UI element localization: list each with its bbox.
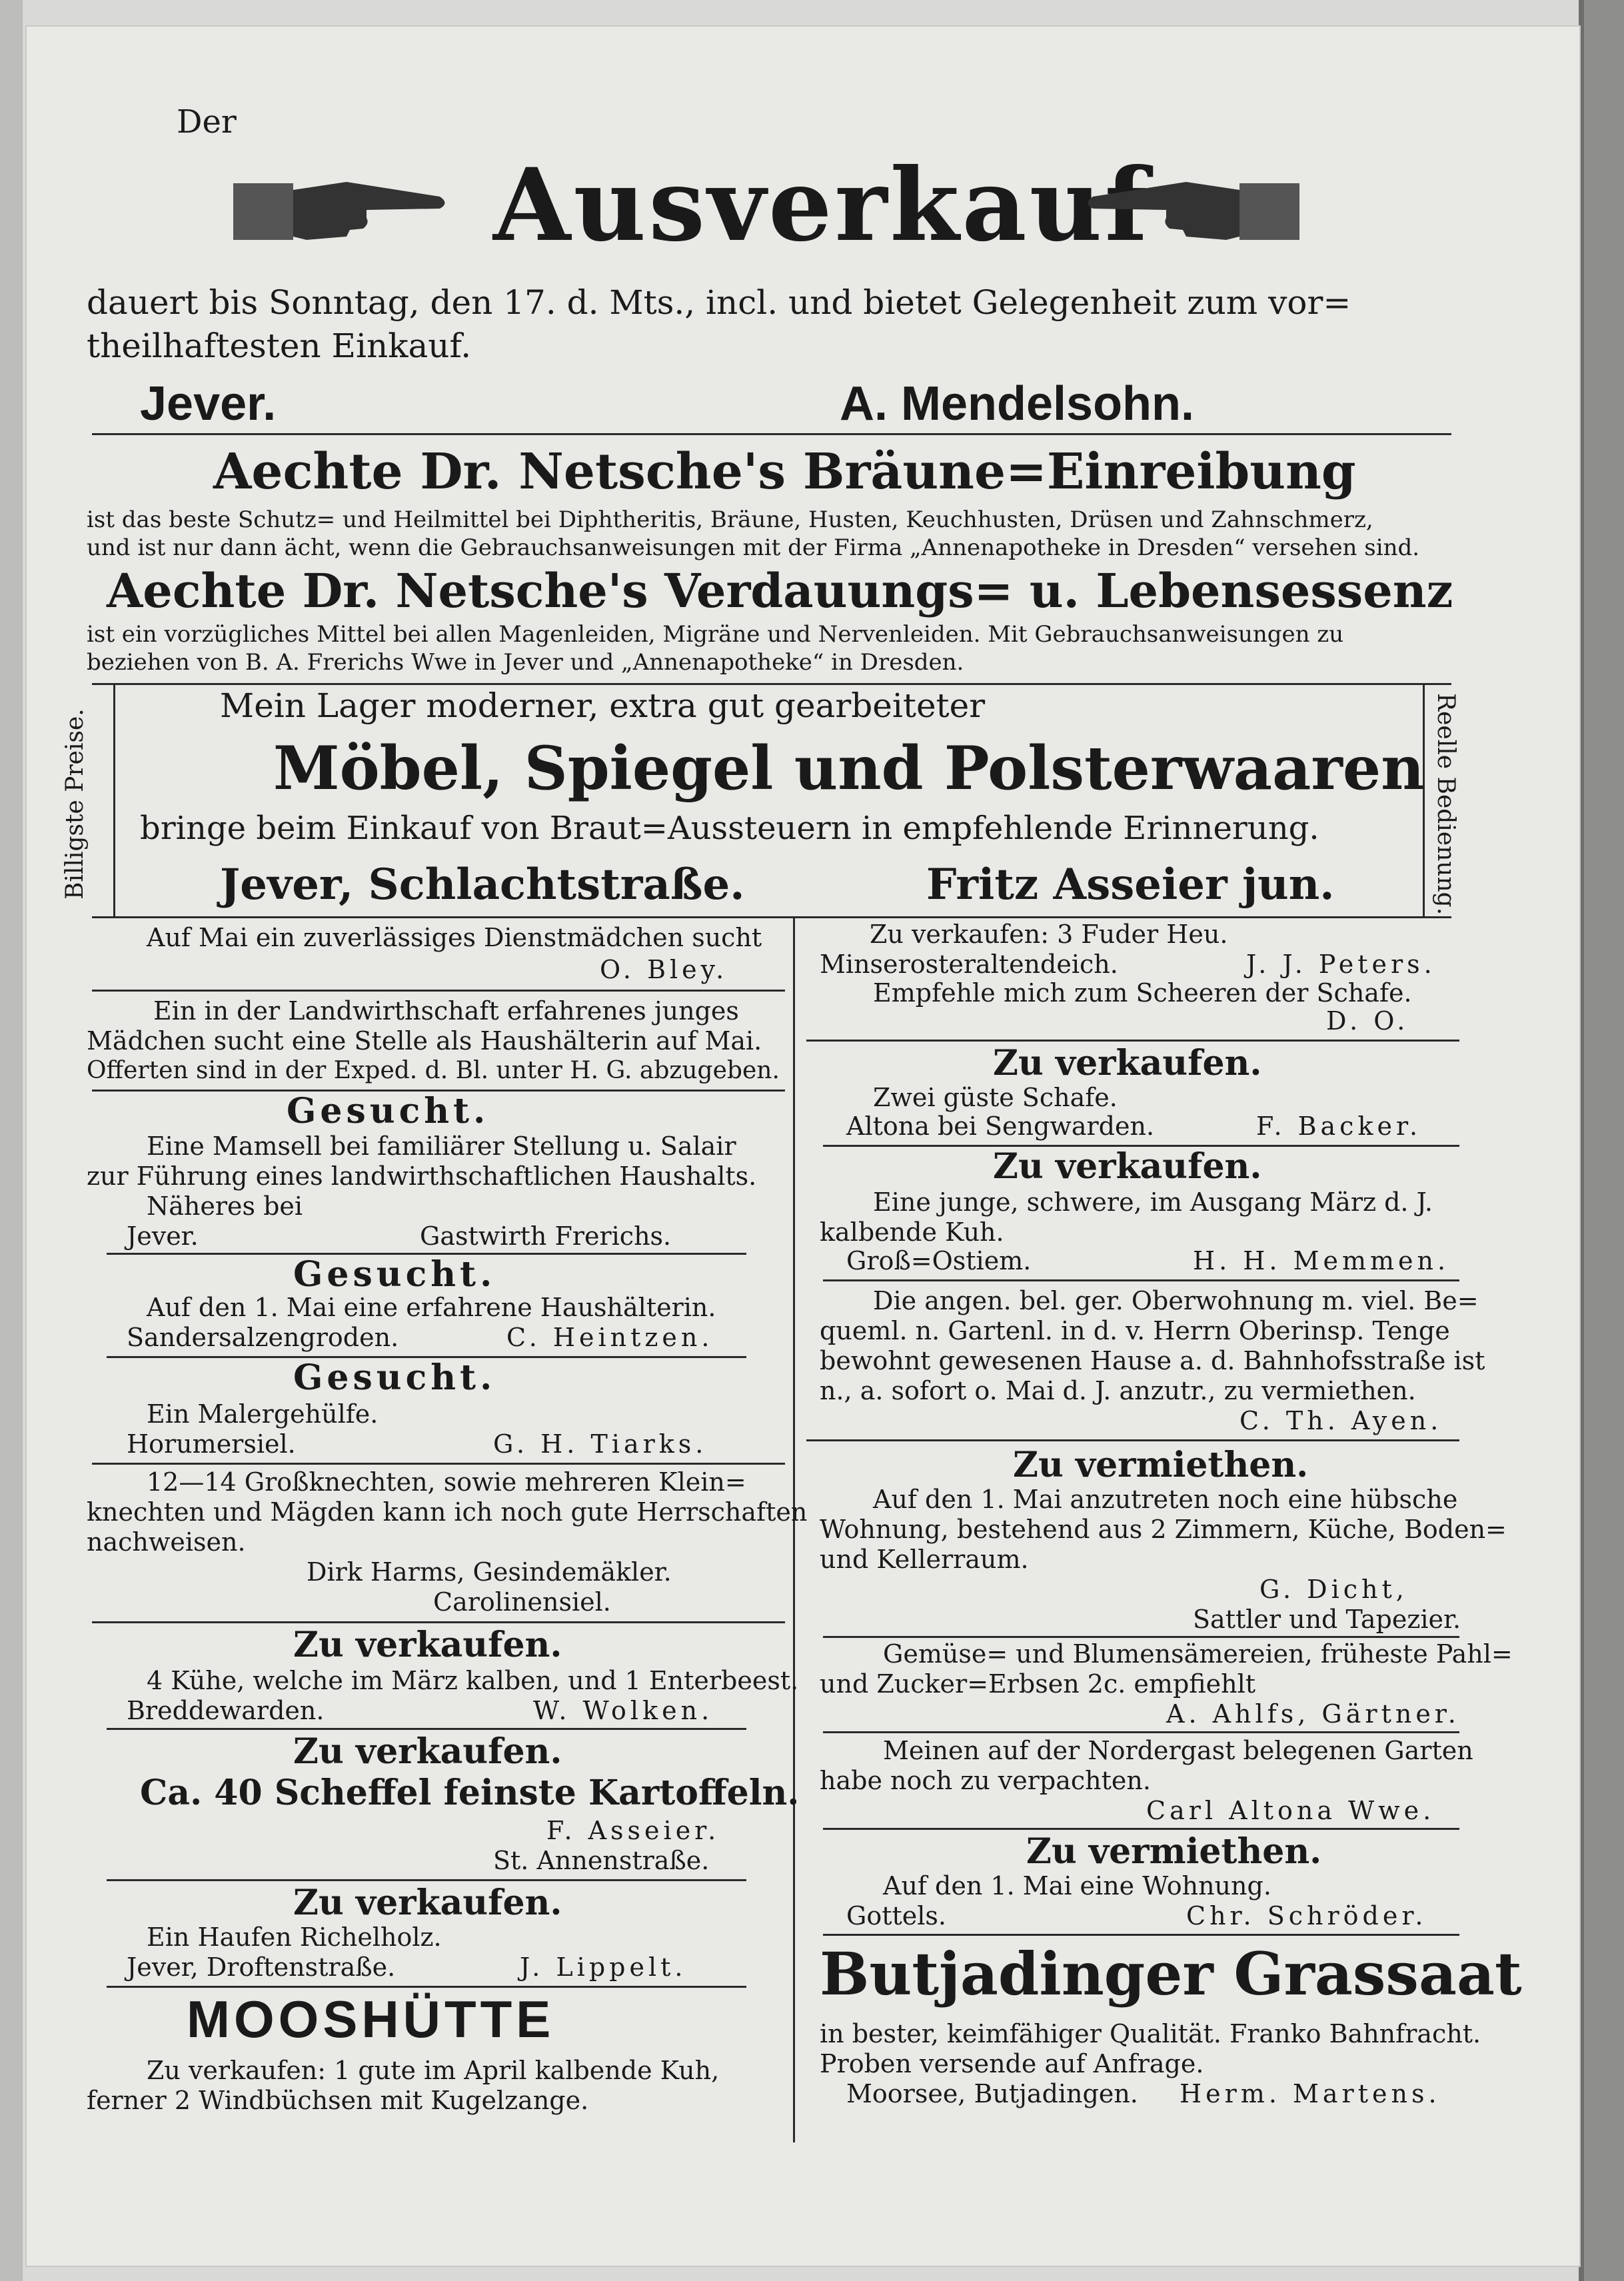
right-ad4-line-1: Eine junge, schwere, im Ausgang März d. J.: [873, 1187, 1433, 1217]
braeune-heading: Aechte Dr. Netsche's Bräune=Einreibung: [213, 443, 1356, 500]
left-ad10-line-2: ferner 2 Windbüchsen mit Kugelzange.: [87, 2086, 589, 2115]
left-ad2-line-1: Ein in der Landwirthschaft erfahrenes junges: [153, 996, 739, 1026]
right-ad7-line-2: und Zucker=Erbsen 2c. empfiehlt: [820, 1669, 1255, 1699]
left-ad4-line: Auf den 1. Mai eine erfahrene Haushälterin.: [147, 1293, 716, 1322]
right-ad4-heading: Zu verkaufen.: [993, 1146, 1262, 1187]
left-ad8-line: Ca. 40 Scheffel feinste Kartoffeln.: [140, 1773, 800, 1813]
right-ad5-signature: C. Th. Ayen.: [1239, 1406, 1443, 1435]
divider: [823, 1934, 1459, 1936]
left-ad9-line: Ein Haufen Richelholz.: [147, 1922, 442, 1952]
right-ad6-line-2: Wohnung, bestehend aus 2 Zimmern, Küche, Boden=: [820, 1515, 1507, 1544]
left-ad3-line-3: Näheres bei: [147, 1191, 303, 1221]
divider: [823, 1828, 1459, 1830]
divider: [823, 1636, 1459, 1638]
page-edge-shadow: [1579, 0, 1584, 2281]
right-ad10-heading: Butjadinger Grassaat: [820, 1939, 1522, 2008]
right-ad5-line-2: queml. n. Gartenl. in d. v. Herrn Oberinsp. Tenge: [820, 1316, 1450, 1345]
divider: [823, 1279, 1459, 1281]
right-ad4-line-2: kalbende Kuh.: [820, 1217, 1004, 1247]
right-ad6-heading: Zu vermiethen.: [1013, 1445, 1309, 1485]
braeune-line-2: und ist nur dann ächt, wenn die Gebrauchsanweisungen mit der Firma „Annenapotheke in Dresden“ versehen sind.: [87, 534, 1420, 561]
right-ad4-signature: H. H. Memmen.: [1193, 1246, 1450, 1275]
right-ad8-signature: Carl Altona Wwe.: [1146, 1796, 1435, 1825]
left-ad3-heading: Gesucht.: [287, 1091, 490, 1132]
left-ad8-heading: Zu verkaufen.: [293, 1731, 562, 1772]
left-ad6-line-2: knechten und Mägden kann ich noch gute Herrschaften: [87, 1497, 808, 1527]
left-ad4-signature: C. Heintzen.: [506, 1323, 714, 1352]
right-ad10-line-1: in bester, keimfähiger Qualität. Franko Bahnfracht.: [820, 2019, 1481, 2048]
divider: [107, 1986, 746, 1988]
divider: [806, 1040, 1459, 1042]
newspaper-page: [27, 27, 1579, 2266]
moebel-heading: Möbel, Spiegel und Polsterwaaren: [273, 733, 1425, 804]
moebel-firm: Fritz Asseier jun.: [926, 860, 1335, 910]
moebel-line-2: bringe beim Einkauf von Braut=Aussteuern in empfehlende Erinnerung.: [140, 810, 1319, 847]
column-divider: [793, 916, 795, 2142]
right-ad1-place: Minserosteraltendeich.: [820, 950, 1118, 979]
right-ad4-place: Groß=Ostiem.: [846, 1246, 1032, 1275]
moebel-place: Jever, Schlachtstraße.: [220, 860, 745, 910]
divider: [107, 1728, 746, 1730]
pointing-hand-left-icon: [1080, 170, 1299, 250]
right-ad5-line-1: Die angen. bel. ger. Oberwohnung m. viel. Be=: [873, 1286, 1479, 1315]
right-ad7-line-1: Gemüse= und Blumensämereien, früheste Pahl=: [883, 1639, 1513, 1669]
right-ad6-occupation: Sattler und Tapezier.: [1193, 1605, 1461, 1634]
right-ad10-signature: Herm. Martens.: [1180, 2079, 1441, 2108]
moebel-line-1: Mein Lager moderner, extra gut gearbeiteter: [220, 686, 986, 725]
ausverkauf-line-2: theilhaftesten Einkauf.: [87, 327, 472, 365]
divider: [92, 683, 1451, 685]
left-ad6-line-1: 12—14 Großknechten, sowie mehreren Klein=: [147, 1467, 746, 1497]
right-ad3-signature: F. Backer.: [1256, 1112, 1422, 1141]
left-ad3-line-2: zur Führung eines landwirthschaftlichen Haushalts.: [87, 1161, 757, 1191]
page-edge-left: [0, 0, 23, 2281]
left-ad1-line: Auf Mai ein zuverlässiges Dienstmädchen sucht: [147, 923, 762, 952]
left-ad4-place: Sandersalzengroden.: [127, 1323, 399, 1352]
ausverkauf-place: Jever.: [140, 377, 277, 430]
right-ad6-signature: G. Dicht,: [1259, 1575, 1408, 1604]
right-ad1-line: Zu verkaufen: 3 Fuder Heu.: [870, 920, 1228, 949]
right-ad6-line-3: und Kellerraum.: [820, 1545, 1029, 1574]
billigste-preise-label: Billigste Preise.: [61, 708, 89, 900]
left-ad7-signature: W. Wolken.: [533, 1696, 714, 1725]
ausverkauf-firm: A. Mendelsohn.: [840, 377, 1195, 430]
right-ad2-line: Empfehle mich zum Scheeren der Schafe.: [873, 978, 1412, 1008]
ausverkauf-title: Ausverkauf: [493, 147, 1151, 264]
divider: [107, 1879, 746, 1881]
left-ad10-line-1: Zu verkaufen: 1 gute im April kalbende Kuh,: [147, 2056, 720, 2085]
left-ad6-line-3: nachweisen.: [87, 1527, 246, 1557]
left-ad5-place: Horumersiel.: [127, 1429, 296, 1459]
left-ad8-place: St. Annenstraße.: [493, 1846, 710, 1875]
divider: [92, 990, 785, 992]
right-ad6-line-1: Auf den 1. Mai anzutreten noch eine hübsche: [873, 1485, 1458, 1514]
divider: [92, 916, 1451, 918]
left-ad9-signature: J. Lippelt.: [520, 1952, 687, 1982]
left-ad7-heading: Zu verkaufen.: [293, 1625, 562, 1665]
right-ad9-place: Gottels.: [846, 1901, 946, 1930]
box-left-border: [113, 683, 115, 916]
left-ad3-signature: Gastwirth Frerichs.: [420, 1221, 672, 1251]
right-ad10-line-2: Proben versende auf Anfrage.: [820, 2049, 1204, 2078]
left-ad2-line-3: Offerten sind in der Exped. d. Bl. unter H. G. abzugeben.: [87, 1057, 780, 1084]
divider: [823, 1731, 1459, 1733]
left-ad4-heading: Gesucht.: [293, 1254, 496, 1295]
pointing-hand-right-icon: [233, 170, 453, 250]
reelle-bedienung-label: Reelle Bedienung.: [1432, 693, 1459, 916]
divider: [92, 1463, 785, 1465]
right-ad3-place: Altona bei Sengwarden.: [846, 1112, 1155, 1141]
right-ad8-line-1: Meinen auf der Nordergast belegenen Garten: [883, 1736, 1473, 1765]
right-ad5-line-3: bewohnt gewesenen Hause a. d. Bahnhofsstraße ist: [820, 1346, 1485, 1375]
right-ad10-place: Moorsee, Butjadingen.: [846, 2079, 1138, 2108]
left-ad9-heading: Zu verkaufen.: [293, 1883, 562, 1923]
divider: [92, 1621, 785, 1623]
left-ad8-signature: F. Asseier.: [546, 1816, 720, 1845]
left-ad5-heading: Gesucht.: [293, 1357, 496, 1398]
left-ad6-signature: Dirk Harms, Gesindemäkler.: [307, 1557, 672, 1587]
right-ad2-signature: D. O.: [1326, 1006, 1409, 1036]
left-ad5-signature: G. H. Tiarks.: [493, 1429, 708, 1459]
right-ad9-signature: Chr. Schröder.: [1186, 1901, 1427, 1930]
left-ad7-line: 4 Kühe, welche im März kalben, und 1 Enterbeest.: [147, 1666, 799, 1695]
right-ad9-line: Auf den 1. Mai eine Wohnung.: [883, 1871, 1271, 1901]
verdauung-heading: Aechte Dr. Netsche's Verdauungs= u. Lebensessenz: [107, 563, 1453, 618]
left-ad3-line-1: Eine Mamsell bei familiärer Stellung u. Salair: [147, 1132, 736, 1161]
mooshuette-heading: MOOSHÜTTE: [187, 1990, 555, 2048]
divider: [806, 1439, 1459, 1441]
right-ad3-heading: Zu verkaufen.: [993, 1043, 1262, 1084]
right-ad1-signature: J. J. Peters.: [1246, 950, 1436, 979]
left-ad6-place: Carolinensiel.: [433, 1587, 611, 1617]
left-ad3-place: Jever.: [127, 1221, 199, 1251]
ausverkauf-line-1: dauert bis Sonntag, den 17. d. Mts., incl. und bietet Gelegenheit zum vor=: [87, 283, 1351, 322]
left-ad2-line-2: Mädchen sucht eine Stelle als Haushälterin auf Mai.: [87, 1026, 762, 1056]
right-ad5-line-4: n., a. sofort o. Mai d. J. anzutr., zu vermiethen.: [820, 1376, 1416, 1405]
right-ad9-heading: Zu vermiethen.: [1026, 1831, 1322, 1872]
verdauung-line-1: ist ein vorzügliches Mittel bei allen Magenleiden, Migräne und Nervenleiden. Mit Gebrauchsanweisungen zu: [87, 621, 1344, 648]
verdauung-line-2: beziehen von B. A. Frerichs Wwe in Jever und „Annenapotheke“ in Dresden.: [87, 649, 964, 676]
left-ad9-place: Jever, Droftenstraße.: [127, 1952, 396, 1982]
left-ad1-signature: O. Bley.: [600, 955, 728, 984]
der-label: Der: [177, 103, 237, 141]
page-edge-right: [1584, 0, 1624, 2281]
left-ad7-place: Breddewarden.: [127, 1696, 325, 1725]
right-ad7-signature: A. Ahlfs, Gärtner.: [1166, 1699, 1460, 1729]
right-ad3-line: Zwei güste Schafe.: [873, 1083, 1118, 1112]
right-ad8-line-2: habe noch zu verpachten.: [820, 1766, 1151, 1795]
divider: [92, 433, 1451, 435]
left-ad5-line: Ein Malergehülfe.: [147, 1399, 379, 1429]
braeune-line-1: ist das beste Schutz= und Heilmittel bei Diphtheritis, Bräune, Husten, Keuchhusten, Drüsen und Zahnschmerz,: [87, 506, 1373, 533]
